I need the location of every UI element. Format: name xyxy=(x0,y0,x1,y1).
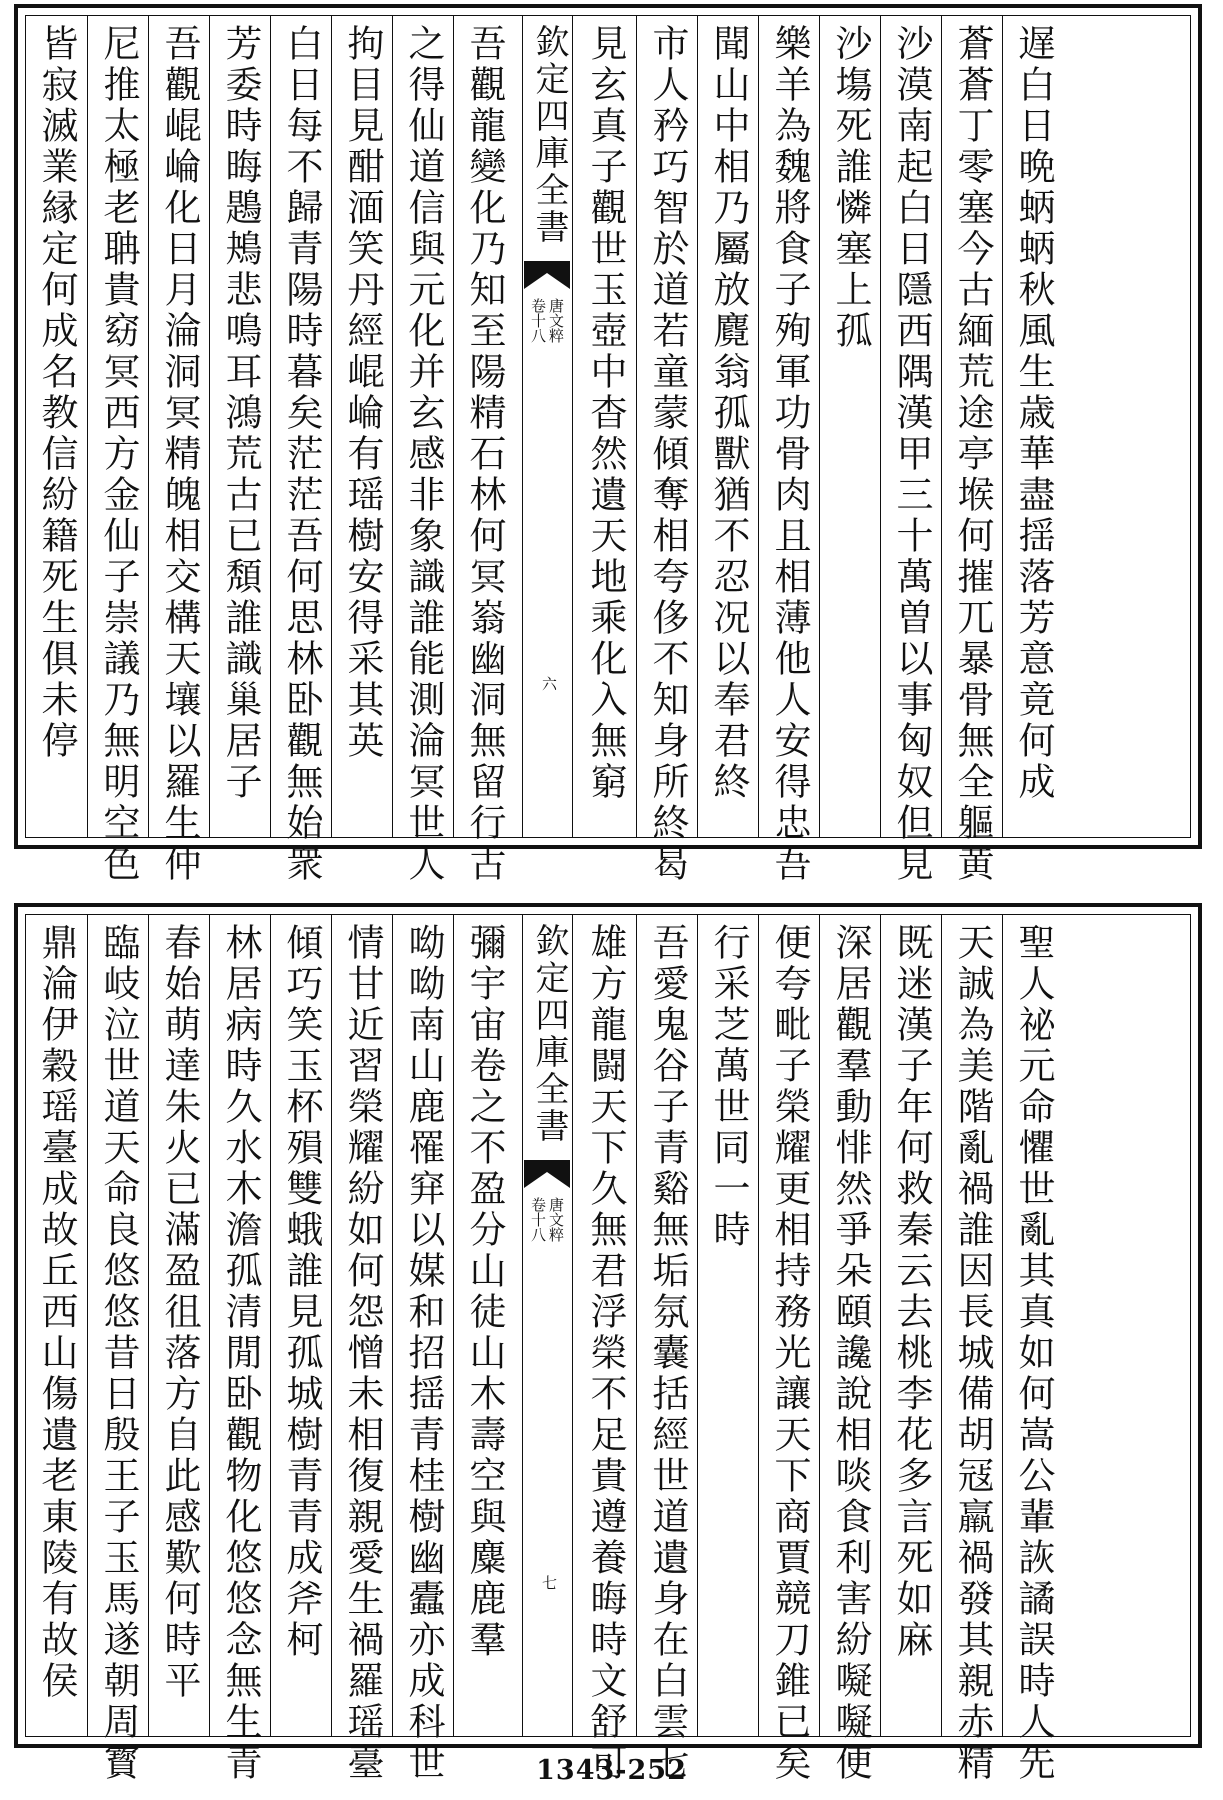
text-column xyxy=(26,915,87,1736)
text-column xyxy=(758,915,819,1784)
column-text: 吾觀崐崘化日月淪洞冥精魄相交構天壤以羅生仲 xyxy=(158,24,201,885)
column-text: 林居病時久水木澹孤清閒卧觀物化悠悠念無生青 xyxy=(219,923,262,1784)
text-column xyxy=(270,16,331,885)
text-column xyxy=(880,16,941,885)
column-text: 鼎淪伊穀瑶臺成故丘西山傷遺老東陵有故侯 xyxy=(35,923,78,1702)
text-column xyxy=(819,16,880,837)
text-column xyxy=(636,915,697,1784)
column-text: 雄方龍闘天下久無君浮榮不足貴遵養晦時文舒可 xyxy=(584,923,627,1784)
column-text: 沙塲死誰憐塞上孤 xyxy=(829,24,872,352)
fold-title: 欽定四庫全書 xyxy=(529,24,569,246)
text-column xyxy=(26,16,87,837)
column-text: 便夸毗子榮耀更相持務光讓天下商賈競刀錐已矣 xyxy=(768,923,811,1784)
column-text: 之得仙道信與元化并玄感非象識誰能測淪冥世人 xyxy=(402,24,445,885)
column-text: 情甘近習榮耀紛如何怨憎未相復親愛生禍羅瑶臺 xyxy=(341,923,384,1784)
column-text: 吾愛鬼谷子青谿無垢氛囊括經世道遺身在白雲七 xyxy=(646,923,689,1784)
text-column xyxy=(392,915,453,1784)
text-column xyxy=(453,915,514,1736)
column-text: 春始萌達朱火已滿盈徂落方自此感歎何時平 xyxy=(158,923,201,1702)
text-column xyxy=(1002,915,1063,1784)
column-text: 彌宇宙卷之不盈分山徒山木壽空與麋鹿羣 xyxy=(463,923,506,1661)
fold-leaf-number: 七 xyxy=(540,1575,558,1590)
column-text: 市人矜巧智於道若童蒙傾奪相夸侈不知身所終曷 xyxy=(646,24,689,885)
text-column xyxy=(392,16,453,885)
fishtail-mark-icon xyxy=(524,1160,570,1188)
column-text: 皆寂滅業縁定何成名教信紛籍死生俱未停 xyxy=(35,24,78,762)
column-text: 蒼蒼丁零塞今古緬荒途亭堠何摧兀暴骨無全軀黄 xyxy=(951,24,994,885)
centre-fold xyxy=(522,915,573,1736)
column-text: 遅白日晩蛃蛃秋風生歳華盡揺落芳意竟何成 xyxy=(1012,24,1055,803)
column-text: 芳委時晦鶗鴂悲鳴耳鴻荒古已頽誰識巢居子 xyxy=(219,24,262,803)
column-text: 沙漠南起白日隱西隅漢甲三十萬曽以事匈奴但見 xyxy=(890,24,933,885)
text-column xyxy=(636,16,697,885)
text-column xyxy=(331,16,392,837)
fold-source: 唐文粹 xyxy=(547,298,565,343)
column-text: 行采芝萬世同一時 xyxy=(707,923,750,1251)
column-text: 拘目見酣湎笑丹經崐崘有瑶樹安得采其英 xyxy=(341,24,384,762)
column-text: 尼推太極老聃貴窈冥西方金仙子崇議乃無明空色 xyxy=(97,24,140,885)
fold-leaf-number: 六 xyxy=(540,676,558,691)
column-text: 臨岐泣世道天命良悠悠昔日殷王子玉馬遂朝周寳 xyxy=(97,923,140,1784)
text-column xyxy=(87,915,148,1784)
text-column xyxy=(941,16,1002,885)
fold-source: 唐文粹 xyxy=(547,1197,565,1242)
column-text: 白日每不歸青陽時暮矣茫茫吾何思林卧觀無始衆 xyxy=(280,24,323,885)
text-column xyxy=(209,915,270,1784)
column-text: 深居觀羣動悱然爭朵頤讒說相啖食利害紛㘈㘈便 xyxy=(829,923,872,1784)
text-column xyxy=(697,915,758,1736)
text-column xyxy=(453,16,514,885)
page-panel-top xyxy=(14,4,1202,885)
column-text: 聖人祕元命懼世亂其真如何嵩公輩詼譎誤時人先 xyxy=(1012,923,1055,1784)
centre-fold xyxy=(522,16,573,837)
text-column xyxy=(880,915,941,1736)
text-column xyxy=(697,16,758,837)
column-text: 傾巧笑玉杯殞雙蛾誰見孤城樹青青成斧柯 xyxy=(280,923,323,1661)
text-column xyxy=(575,915,636,1784)
fold-title: 欽定四庫全書 xyxy=(529,923,569,1145)
fishtail-mark-icon xyxy=(524,261,570,289)
column-text: 既迷漢子年何救秦云去桃李花多言死如麻 xyxy=(890,923,933,1661)
text-column xyxy=(87,16,148,885)
text-column xyxy=(1002,16,1063,837)
column-text: 吾觀龍變化乃知至陽精石林何冥嵡幽洞無留行古 xyxy=(463,24,506,885)
column-text: 見玄真子觀世玉壺中杳然遺天地乘化入無窮 xyxy=(584,24,627,803)
page-number: 1343-252 xyxy=(536,1755,687,1786)
text-column xyxy=(941,915,1002,1784)
text-column xyxy=(819,915,880,1784)
column-text: 樂羊為魏將食子殉軍功骨肉且相薄他人安得忠吾 xyxy=(768,24,811,885)
column-text: 呦呦南山鹿罹穽以媒和招揺青桂樹幽蠹亦成科世 xyxy=(402,923,445,1784)
text-column xyxy=(758,16,819,885)
text-column xyxy=(148,915,209,1736)
fold-volume: 卷十八 xyxy=(529,298,547,343)
column-text: 天誠為美階亂禍誰因長城備胡冦羸禍發其親赤精 xyxy=(951,923,994,1784)
column-text: 聞山中相乃屬放麑翁孤獸猶不忍况以奉君終 xyxy=(707,24,750,803)
text-column xyxy=(270,915,331,1736)
text-column xyxy=(209,16,270,837)
fold-volume: 卷十八 xyxy=(529,1197,547,1242)
text-column xyxy=(331,915,392,1784)
text-frame xyxy=(25,15,1191,885)
text-column xyxy=(148,16,209,885)
text-column xyxy=(575,16,636,837)
